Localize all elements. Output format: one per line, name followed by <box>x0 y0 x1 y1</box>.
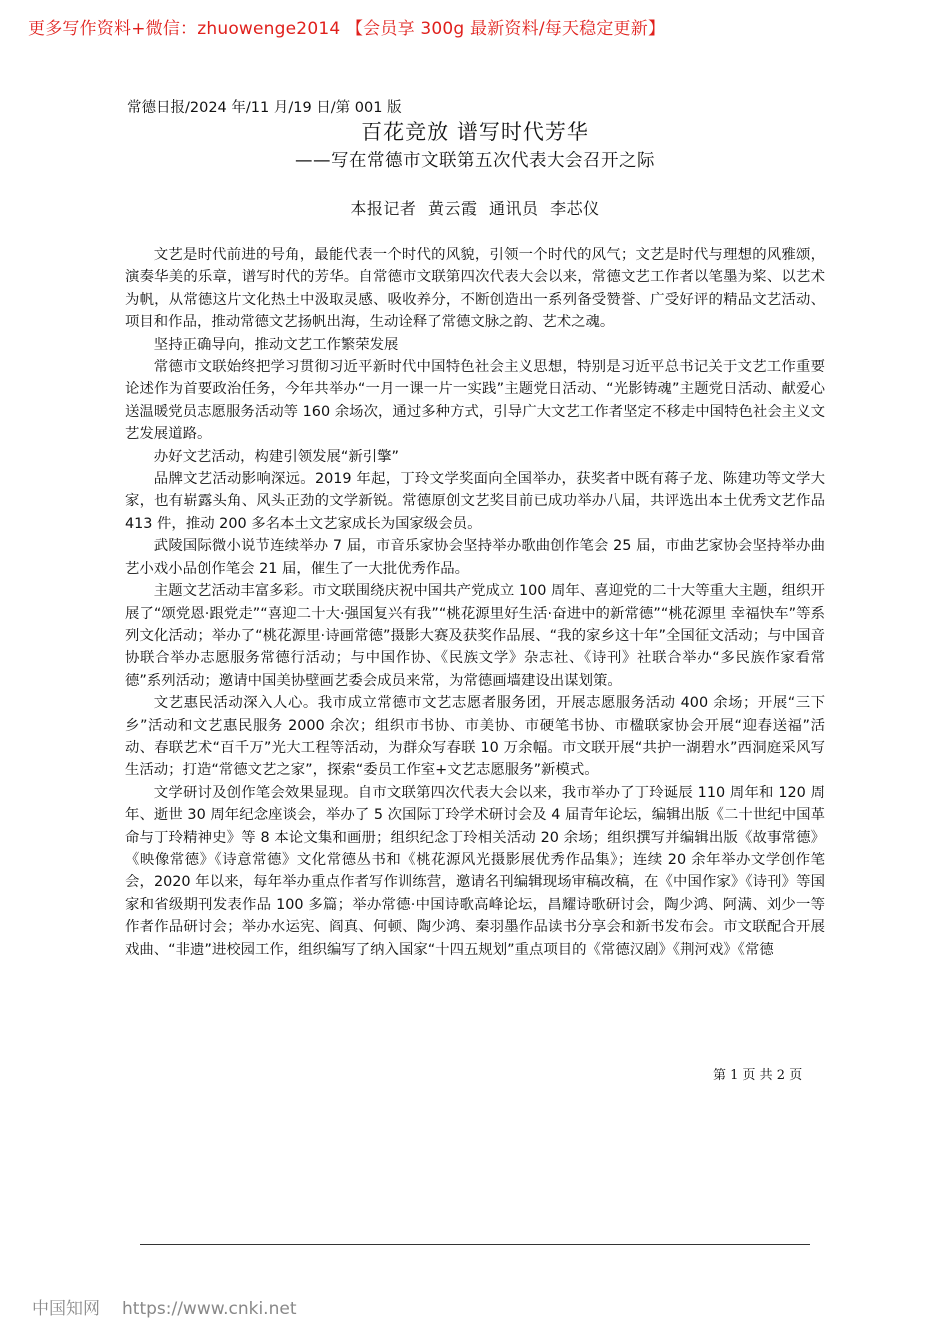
cnki-watermark <box>32 1294 296 1319</box>
article-source: 常德日报/2024 年/11 月/19 日/第 001 版 <box>127 100 402 116</box>
paragraph: 主题文艺活动丰富多彩。市文联围绕庆祝中国共产党成立 100 周年、喜迎党的二十大等重大主题，组织开展了“颂党恩·跟党走”“喜迎二十大·强国复兴有我”“桃花源里好生活·奋进中的新常德”“桃花源里 幸福快车”等系列文化活动；举办了“桃花源里·诗画常德”摄影大赛及获奖作品展、“我的家乡这十年”全国征文活动；与中国音协联合举办志愿服务常德行活动；与中国作协、《民族文学》杂志社、《诗刊》社联合举办“多民族作家看常德”系列活动；邀请中国美协壁画艺委会成员来常，为常德画墙建设出谋划策。 <box>125 583 825 689</box>
paragraph: 常德市文联始终把学习贯彻习近平新时代中国特色社会主义思想，特别是习近平总书记关于文艺工作重要论述作为首要政治任务，今年共举办“一月一课一片一实践”主题党日活动、“光影铸魂”主题党日活动、献爱心送温暖党员志愿服务活动等 160 余场次，通过多种方式，引导广大文艺工作者坚定不移走中国特色社会主义文艺发展道路。 <box>125 359 825 443</box>
article-title: 百花竞放 谱写时代芳华 <box>361 120 589 144</box>
page-number: 第 1 页 共 2 页 <box>713 1068 803 1083</box>
paragraph: 品牌文艺活动影响深远。2019 年起，丁玲文学奖面向全国举办，获奖者中既有蒋子龙、陈建功等文学大家，也有崭露头角、风头正劲的文学新锐。常德原创文艺奖目前已成功举办八届，共评选出本土优秀文艺作品 413 件，推动 200 多名本土文艺家成长为国家级会员。 <box>125 471 825 532</box>
watermark-url: https://www.cnki.net <box>122 1299 297 1319</box>
article-subtitle: ——写在常德市文联第五次代表大会召开之际 <box>295 151 655 171</box>
paragraph: 文学研讨及创作笔会效果显现。自市文联第四次代表大会以来，我市举办了丁玲诞辰 110 周年和 120 周年、逝世 30 周年纪念座谈会，举办了 5 次国际丁玲学术研讨会及 4 届青年论坛，编辑出版《二十世纪中国革命与丁玲精神史》等 8 本论文集和画册；组织纪念丁玲相关活动 20 余场；组织撰写并编辑出版《故事常德》《映像常德》《诗意常德》文化常德丛书和《桃花源风光摄影展优秀作品集》；连续 20 余年举办文学创作笔会，2020 年以来，每年举办重点作者写作训练营，邀请名刊编辑现场审稿改稿，在《中国作家》《诗刊》等国家和省级期刊发表作品 100 多篇；举办常德·中国诗歌高峰论坛，昌耀诗歌研讨会，陶少鸿、阿满、刘少一等作者作品研讨会；举办水运宪、阎真、何顿、陶少鸿、秦羽墨作品读书分享会和新书发布会。市文联配合开展戏曲、“非遗”进校园工作，组织编写了纳入国家“十四五规划”重点项目的《常德汉剧》《荆河戏》《常德 <box>125 784 825 958</box>
article-body <box>125 244 825 961</box>
paragraph: 文艺是时代前进的号角，最能代表一个时代的风貌，引领一个时代的风气；文艺是时代与理想的风雅颂，演奏华美的乐章，谱写时代的芳华。自常德市文联第四次代表大会以来，常德文艺工作者以笔墨为桨、以艺术为帆，从常德这片文化热土中汲取灵感、吸收养分，不断创造出一系列备受赞誉、广受好评的精品文艺活动、项目和作品，推动常德文艺扬帆出海，生动诠释了常德文脉之韵、艺术之魂。 <box>125 247 825 331</box>
footer-divider <box>140 1244 810 1245</box>
promo-banner: 更多写作资料+微信：zhuowenge2014 【会员享 300g 最新资料/每天稳定更新】 <box>28 19 666 39</box>
section-heading: 办好文艺活动，构建引领发展“新引擎” <box>153 448 399 465</box>
watermark-site-name: 中国知网 <box>32 1299 100 1319</box>
section-heading: 坚持正确导向，推动文艺工作繁荣发展 <box>153 336 399 353</box>
paragraph: 武陵国际微小说节连续举办 7 届，市音乐家协会坚持举办歌曲创作笔会 25 届，市曲艺家协会坚持举办曲艺小戏小品创作笔会 21 届，催生了一大批优秀作品。 <box>125 538 825 577</box>
article-byline: 本报记者 黄云霞 通讯员 李芯仪 <box>350 199 600 218</box>
paragraph: 文艺惠民活动深入人心。我市成立常德市文艺志愿者服务团，开展志愿服务活动 400 余场；开展“三下乡”活动和文艺惠民服务 2000 余次；组织市书协、市美协、市硬笔书协、市楹联家协会开展“迎春送福”活动、春联艺术“百千万”光大工程等活动，为群众写春联 10 万余幅。市文联开展“共护一湖碧水”西洞庭采风写生活动；打造“常德文艺之家”，探索“委员工作室+文艺志愿服务”新模式。 <box>125 695 825 779</box>
